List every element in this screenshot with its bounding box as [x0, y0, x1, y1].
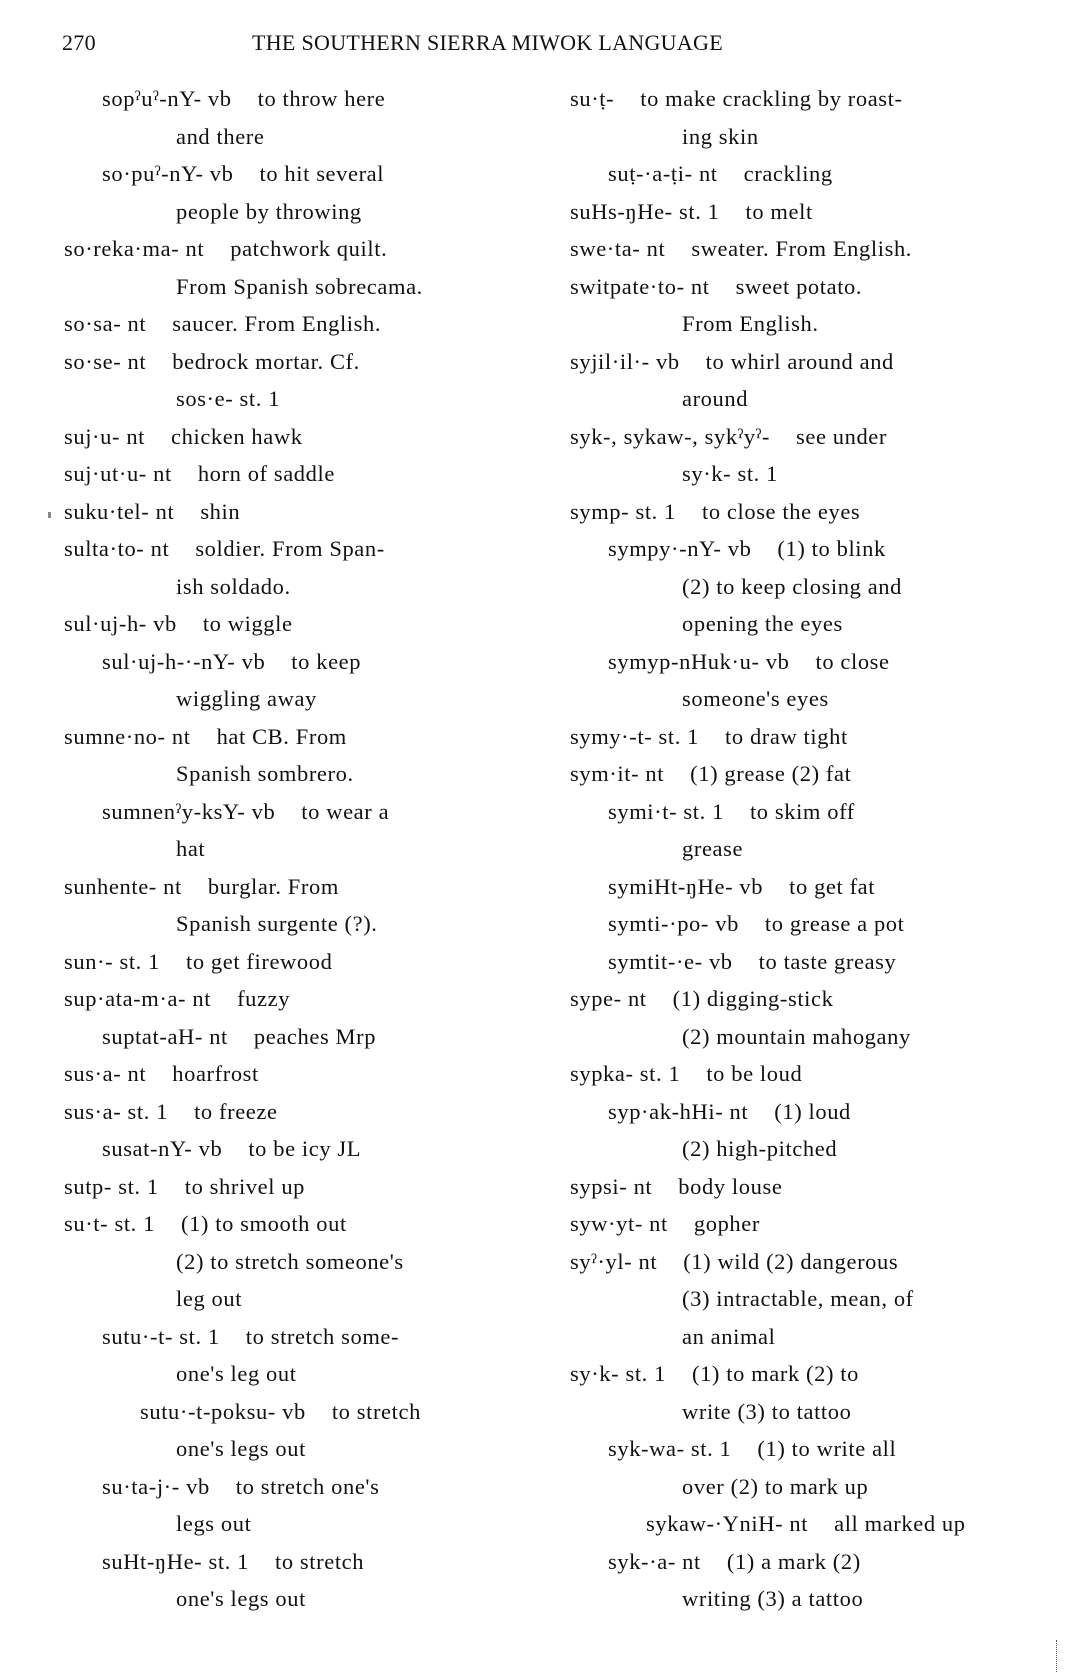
entry-gloss: (1) grease (2) fat — [690, 761, 852, 786]
entry-gloss: opening the eyes — [682, 611, 843, 636]
entry-headword: syjil·il·- vb — [570, 348, 680, 374]
entry-gloss: bedrock mortar. Cf. — [172, 348, 360, 374]
entry-headword: swe·ta- nt — [570, 236, 666, 261]
entry-gloss: one's legs out — [176, 1436, 306, 1461]
dictionary-entry — [64, 1093, 534, 1131]
entry-continuation — [570, 118, 1050, 156]
entry-continuation — [64, 905, 534, 943]
entry-continuation — [64, 830, 534, 868]
entry-gloss: to be icy JL — [248, 1136, 362, 1161]
left-column — [64, 80, 534, 1618]
page-number: 270 — [62, 30, 96, 55]
entry-headword: sypsi- nt — [570, 1173, 653, 1199]
entry-continuation — [64, 680, 534, 718]
entry-gloss: (1) wild (2) dangerous — [683, 1248, 899, 1274]
dictionary-entry — [64, 868, 534, 906]
entry-gloss: to stretch one's — [235, 1473, 380, 1499]
entry-headword: suHs-ŋHe- st. 1 — [570, 198, 720, 224]
entry-headword: sutu·-t- st. 1 — [102, 1323, 220, 1349]
entry-headword: symtit-·e- vb — [608, 948, 733, 974]
entry-gloss: to close — [815, 648, 890, 674]
entry-gloss: peaches Mrp — [253, 1023, 377, 1049]
entry-continuation — [570, 1468, 1050, 1506]
entry-gloss: hat — [176, 836, 206, 861]
entry-headword: susat-nY- vb — [102, 1136, 223, 1161]
entry-gloss: sweater. From English. — [691, 236, 913, 261]
entry-headword: suṭ-·a-ṭi- nt — [608, 161, 718, 186]
entry-gloss: around — [682, 386, 749, 411]
dictionary-entry — [570, 1355, 1050, 1393]
dictionary-entry — [64, 493, 534, 531]
dictionary-entry — [570, 230, 1050, 268]
entry-gloss: burglar. From — [207, 873, 339, 899]
entry-gloss: (1) loud — [774, 1098, 851, 1124]
entry-headword: sunhente- nt — [64, 873, 182, 899]
dictionary-entry — [570, 418, 1050, 456]
entry-headword: sutp- st. 1 — [64, 1173, 159, 1199]
right-column — [570, 80, 1050, 1618]
dictionary-entry — [570, 718, 1050, 756]
dictionary-entry — [64, 1543, 534, 1581]
entry-headword: syk-·a- nt — [608, 1548, 701, 1574]
entry-gloss: to whirl around and — [705, 348, 894, 374]
entry-gloss: to wiggle — [202, 611, 293, 636]
entry-headword: so·sa- nt — [64, 311, 147, 336]
entry-gloss: one's leg out — [176, 1361, 297, 1386]
entry-continuation — [64, 193, 534, 231]
dictionary-entry — [570, 755, 1050, 793]
entry-headword: syw·yt- nt — [570, 1211, 668, 1236]
entry-gloss: to shrivel up — [184, 1173, 306, 1199]
dictionary-entry — [64, 943, 534, 981]
entry-gloss: and there — [176, 123, 265, 149]
entry-continuation — [570, 1018, 1050, 1056]
entry-headword: so·reka·ma- nt — [64, 236, 205, 261]
dictionary-entry — [570, 1243, 1050, 1281]
entry-gloss: (1) to mark (2) to — [691, 1361, 859, 1386]
entry-headword: sup·ata-m·a- nt — [64, 986, 212, 1011]
entry-gloss: grease — [682, 836, 744, 861]
entry-headword: sykaw-·YniH- nt — [646, 1511, 809, 1536]
entry-headword: sul·uj-h- vb — [64, 611, 177, 636]
entry-headword: su·ṭ- — [570, 86, 615, 111]
entry-gloss: shin — [200, 498, 241, 524]
dictionary-entry — [64, 230, 534, 268]
entry-continuation — [64, 1243, 534, 1281]
entry-continuation — [570, 568, 1050, 606]
entry-headword: su·t- st. 1 — [64, 1211, 155, 1236]
dictionary-entry — [64, 1055, 534, 1093]
dictionary-entry — [570, 1055, 1050, 1093]
entry-headword: suHt-ŋHe- st. 1 — [102, 1548, 249, 1574]
entry-headword: sumnenˀy-ksY- vb — [102, 798, 276, 824]
dictionary-entry — [570, 868, 1050, 906]
entry-gloss: sos·e- st. 1 — [176, 386, 281, 411]
entry-headword: sus·a- nt — [64, 1061, 147, 1086]
dictionary-entry — [64, 718, 534, 756]
entry-headword: suku·tel- nt — [64, 498, 175, 524]
entry-headword: sym·it- nt — [570, 761, 665, 786]
entry-gloss: to get fat — [789, 873, 876, 899]
entry-headword: sul·uj-h-·-nY- vb — [102, 648, 266, 674]
entry-headword: symi·t- st. 1 — [608, 798, 724, 824]
entry-gloss: to stretch some- — [245, 1323, 400, 1349]
entry-gloss: (1) a mark (2) — [726, 1548, 861, 1574]
dictionary-entry — [570, 905, 1050, 943]
entry-gloss: From Spanish sobrecama. — [176, 273, 423, 299]
entry-gloss: hoarfrost — [172, 1061, 259, 1086]
dictionary-entry — [570, 793, 1050, 831]
dictionary-entry — [570, 980, 1050, 1018]
entry-gloss: to be loud — [706, 1061, 803, 1086]
entry-gloss: ing skin — [682, 123, 759, 149]
dictionary-entry — [64, 980, 534, 1018]
entry-gloss: (2) to keep closing and — [682, 573, 902, 599]
dictionary-entry — [570, 493, 1050, 531]
entry-gloss: to stretch — [275, 1548, 365, 1574]
entry-gloss: saucer. From English. — [172, 311, 382, 336]
entry-gloss: soldier. From Span- — [195, 536, 385, 561]
entry-continuation — [64, 1355, 534, 1393]
entry-headword: sumne·no- nt — [64, 723, 191, 749]
entry-headword: symp- st. 1 — [570, 498, 676, 524]
entry-continuation — [64, 568, 534, 606]
entry-gloss: sy·k- st. 1 — [682, 461, 778, 486]
entry-continuation — [570, 605, 1050, 643]
dictionary-entry — [570, 193, 1050, 231]
dictionary-entry — [64, 155, 534, 193]
entry-gloss: see under — [796, 423, 887, 449]
dictionary-entry — [64, 418, 534, 456]
entry-continuation — [570, 1280, 1050, 1318]
dictionary-entry — [570, 268, 1050, 306]
dictionary-entry — [64, 1018, 534, 1056]
dictionary-entry — [64, 1130, 534, 1168]
entry-gloss: gopher — [693, 1211, 760, 1236]
entry-headword: sype- nt — [570, 986, 647, 1011]
entry-continuation — [64, 755, 534, 793]
entry-continuation — [570, 455, 1050, 493]
entry-continuation — [570, 1393, 1050, 1431]
entry-gloss: (1) to write all — [757, 1436, 897, 1461]
entry-gloss: to make crackling by roast- — [640, 86, 903, 111]
entry-continuation — [64, 1430, 534, 1468]
entry-gloss: crackling — [743, 161, 833, 186]
entry-gloss: to melt — [745, 198, 813, 224]
entry-gloss: horn of saddle — [197, 461, 335, 486]
entry-gloss: (2) high-pitched — [682, 1136, 838, 1161]
entry-gloss: to stretch — [331, 1398, 421, 1424]
dictionary-entry — [64, 530, 534, 568]
entry-gloss: (2) to stretch someone's — [176, 1248, 404, 1274]
entry-gloss: (1) digging-stick — [672, 986, 834, 1011]
entry-headword: sympy·-nY- vb — [608, 536, 752, 561]
dictionary-entry — [64, 1168, 534, 1206]
entry-continuation — [570, 380, 1050, 418]
entry-headword: suptat-aH- nt — [102, 1023, 228, 1049]
entry-gloss: over (2) to mark up — [682, 1473, 869, 1499]
margin-mark — [48, 512, 51, 518]
entry-gloss: ish soldado. — [176, 573, 291, 599]
dictionary-entry — [64, 80, 534, 118]
entry-gloss: patchwork quilt. — [230, 236, 388, 261]
entry-gloss: (2) mountain mahogany — [682, 1023, 911, 1049]
dictionary-entry — [570, 943, 1050, 981]
dictionary-entry — [64, 605, 534, 643]
entry-headword: so·puˀ-nY- vb — [102, 161, 234, 186]
dictionary-entry — [570, 343, 1050, 381]
entry-gloss: to close the eyes — [701, 498, 861, 524]
entry-headword: sulta·to- nt — [64, 536, 170, 561]
dictionary-entry — [64, 343, 534, 381]
entry-gloss: to freeze — [194, 1098, 278, 1124]
entry-gloss: body louse — [678, 1173, 783, 1199]
entry-continuation — [570, 830, 1050, 868]
entry-continuation — [570, 305, 1050, 343]
entry-continuation — [64, 1280, 534, 1318]
entry-gloss: legs out — [176, 1511, 252, 1536]
entry-continuation — [64, 268, 534, 306]
entry-headword: suj·u- nt — [64, 423, 146, 449]
dictionary-entry — [570, 643, 1050, 681]
dictionary-entry — [570, 1168, 1050, 1206]
entry-gloss: hat CB. From — [216, 723, 347, 749]
entry-gloss: to get firewood — [185, 948, 333, 974]
entry-headword: suj·ut·u- nt — [64, 461, 172, 486]
dictionary-entry — [64, 1318, 534, 1356]
entry-headword: sopˀuˀ-nY- vb — [102, 86, 232, 111]
entry-gloss: leg out — [176, 1286, 243, 1311]
entry-headword: syp·ak-hHi- nt — [608, 1098, 749, 1124]
entry-continuation — [570, 1580, 1050, 1618]
dictionary-entry — [64, 1468, 534, 1506]
entry-gloss: Spanish sombrero. — [176, 761, 354, 786]
entry-gloss: From English. — [682, 311, 819, 336]
entry-gloss: an animal — [682, 1323, 776, 1349]
entry-gloss: chicken hawk — [171, 423, 303, 449]
entry-gloss: to keep — [291, 648, 362, 674]
edge-mark — [1056, 1640, 1058, 1672]
entry-gloss: fuzzy — [237, 986, 291, 1011]
entry-gloss: (1) to blink — [777, 536, 886, 561]
dictionary-entry — [64, 455, 534, 493]
entry-gloss: write (3) to tattoo — [682, 1398, 852, 1424]
dictionary-entry — [64, 305, 534, 343]
dictionary-entry — [570, 530, 1050, 568]
entry-gloss: (3) intractable, mean, of — [682, 1286, 914, 1311]
entry-continuation — [64, 118, 534, 156]
running-title: THE SOUTHERN SIERRA MIWOK LANGUAGE — [252, 30, 723, 55]
entry-gloss: to taste greasy — [758, 948, 897, 974]
entry-headword: syk-wa- st. 1 — [608, 1436, 732, 1461]
entry-headword: sutu·-t-poksu- vb — [140, 1398, 306, 1424]
entry-headword: su·ta-j·- vb — [102, 1473, 210, 1499]
dictionary-entry — [570, 1205, 1050, 1243]
entry-headword: switpate·to- nt — [570, 273, 710, 299]
entry-headword: so·se- nt — [64, 348, 147, 374]
entry-gloss: to throw here — [257, 86, 386, 111]
dictionary-entry — [570, 1505, 1050, 1543]
entry-gloss: people by throwing — [176, 198, 362, 224]
entry-gloss: someone's eyes — [682, 686, 829, 711]
entry-headword: sus·a- st. 1 — [64, 1098, 169, 1124]
entry-gloss: all marked up — [834, 1511, 966, 1536]
entry-continuation — [570, 680, 1050, 718]
entry-gloss: to hit several — [259, 161, 385, 186]
entry-headword: syk-, sykaw-, sykˀyˀ- — [570, 423, 770, 449]
entry-headword: symy·-t- st. 1 — [570, 723, 700, 749]
entry-headword: symyp-nHuk·u- vb — [608, 648, 790, 674]
entry-headword: symiHt-ŋHe- vb — [608, 873, 764, 899]
entry-headword: symti-·po- vb — [608, 911, 739, 936]
dictionary-entry — [64, 793, 534, 831]
dictionary-entry — [570, 1543, 1050, 1581]
entry-continuation — [570, 1130, 1050, 1168]
entry-gloss: (1) to smooth out — [180, 1211, 347, 1236]
entry-gloss: to draw tight — [725, 723, 848, 749]
dictionary-entry — [570, 1093, 1050, 1131]
entry-gloss: to wear a — [301, 798, 390, 824]
entry-gloss: to skim off — [749, 798, 855, 824]
dictionary-entry — [570, 1430, 1050, 1468]
entry-continuation — [64, 380, 534, 418]
dictionary-entry — [570, 80, 1050, 118]
entry-continuation — [64, 1505, 534, 1543]
dictionary-entry — [64, 1393, 534, 1431]
dictionary-entry — [64, 643, 534, 681]
entry-gloss: to grease a pot — [764, 911, 905, 936]
dictionary-entry — [64, 1205, 534, 1243]
entry-gloss: Spanish surgente (?). — [176, 911, 378, 936]
entry-gloss: one's legs out — [176, 1586, 306, 1611]
entry-continuation — [570, 1318, 1050, 1356]
page-header — [62, 30, 1022, 60]
entry-headword: sy·k- st. 1 — [570, 1361, 666, 1386]
dictionary-entry — [570, 155, 1050, 193]
entry-gloss: writing (3) a tattoo — [682, 1586, 864, 1611]
entry-continuation — [64, 1580, 534, 1618]
entry-headword: sun·- st. 1 — [64, 948, 160, 974]
entry-headword: sypka- st. 1 — [570, 1061, 681, 1086]
entry-gloss: sweet potato. — [735, 273, 863, 299]
entry-gloss: wiggling away — [176, 686, 317, 711]
entry-headword: syˀ·yl- nt — [570, 1248, 658, 1274]
